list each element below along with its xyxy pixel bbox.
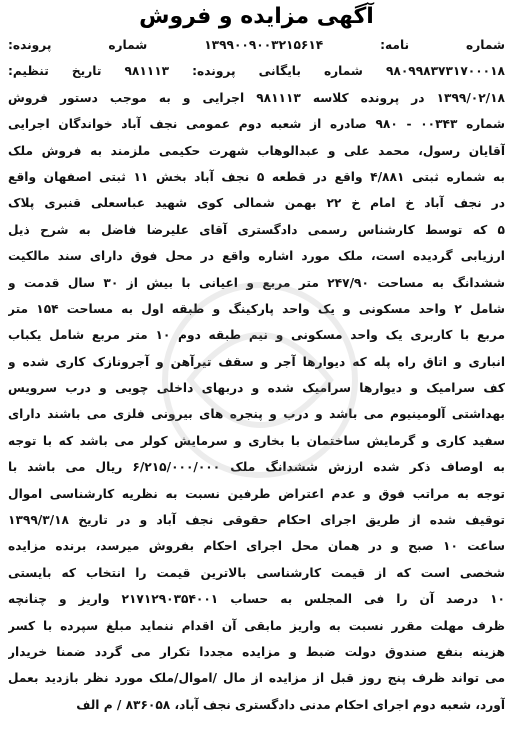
notice-line: مربع با کاربری یک واحد مسکونی و نیم طبقه دوم ۱۰ متر مربع شامل یکباب (8, 328, 505, 343)
notice-line: شماره ۰۰۳۴۳ - ۹۸۰ صادره از شعبه دوم عمومی نجف آباد خواندگان اجرایی (8, 117, 505, 132)
notice-line: ظرف مهلت مقرر نسبت به واریز مابقی آن اقدام ننماید مبلغ سپرده با کسر (8, 618, 505, 633)
notice-line: ۱۰ درصد آن را فی المجلس به حساب ۲۱۷۱۲۹۰۳۵۴۰۰۱ واریز و چنانچه (8, 592, 505, 607)
notice-line: ۹۸۰۹۹۸۳۷۳۱۷۰۰۰۱۸ شماره بایگانی پرونده: ۹۸۱۱۱۳ تاریخ تنظیم: (8, 64, 505, 79)
notice-title: آگهی مزایده و فروش (139, 4, 374, 29)
notice-line: هزینه بنفع صندوق دولت ضبط و مزایده مجددا تکرار می گردد ضمنا خریدار (8, 644, 505, 659)
notice-line: شماره نامه: ۱۳۹۹۰۰۹۰۰۳۲۱۵۶۱۴ شماره پرونده: (8, 38, 505, 52)
notice-line: می تواند ظرف پنج روز قبل از مزایده از مال /اموال/ملک مورد نظر بازدید بعمل (8, 671, 505, 686)
notice-line: ارزیابی گردیده است، ملک مورد اشاره واقع در محل فوق دارای سند مالکیت (8, 249, 505, 264)
notice-line: کف سرامیک و دیوارها سرامیک شده و دربهای داخلی چوبی و درب سرویس (8, 381, 505, 396)
notice-line: در نجف آباد خ امام خ ۲۲ بهمن شمالی کوی شهید عباسعلی قنبری پلاک (8, 196, 505, 211)
notice-line: به اوصاف ذکر شده ارزش ششدانگ ملک ۶/۲۱۵/۰۰۰/۰۰۰ ریال می باشد با (8, 460, 505, 475)
notice-line: ششدانگ به مساحت ۲۴۷/۹۰ متر مربع و اعیانی با بیش از ۳۰ سال قدمت و (8, 275, 505, 290)
notice-line: سفید کاری و گرمایش ساختمان با بخاری و سرمایش کولر می باشد که با توجه (8, 433, 505, 448)
notice-line: ۱۳۹۹/۰۲/۱۸ در پرونده کلاسه ۹۸۱۱۱۳ اجرایی و به موجب دستور فروش (8, 90, 505, 105)
notice-line: شامل ۲ واحد مسکونی و یک واحد پارکینگ و طبقه اول به مساحت ۱۵۴ متر (8, 301, 505, 316)
notice-line: توجه به مراتب فوق و عدم اعتراض طرفین نسبت به نظریه کارشناسی اموال (8, 486, 505, 501)
notice-line: آورد، شعبه دوم اجرای احکام مدنی دادگستری نجف آباد، ۸۳۶۰۵۸ / م الف (76, 697, 505, 712)
notice-body (8, 32, 505, 718)
notice-line: آقایان رسول، محمد علی و عبدالوهاب شهرت حکیمی ملزمند به فروش ملک (8, 143, 505, 158)
notice-line: ساعت ۱۰ صبح و در همان محل اجرای احکام بفروش میرسد، برنده مزایده (8, 539, 505, 554)
notice-line: انباری و اتاق راه پله که دیوارها آجر و سقف تیرآهن و آجرونازک کاری شده و (8, 354, 505, 369)
notice-line: شخصی است که از قیمت کارشناسی بالاترین قیمت را انتخاب که بایستی (8, 565, 505, 580)
notice-line: بهداشتی آلومینیوم می باشد و درب و پنجره های بیرونی فلزی می باشند دارای (8, 407, 505, 422)
notice-line: توقیف شده از طریق اجرای احکام حقوقی نجف آباد و در تاریخ ۱۳۹۹/۳/۱۸ (8, 513, 505, 528)
notice-line: به شماره ثبتی ۴/۸۸۱ واقع در قطعه ۵ نجف آباد بخش ۱۱ ثبتی اصفهان واقع (8, 169, 505, 184)
notice-line: ۵ که توسط کارشناس رسمی دادگستری آقای علیرضا فاضل به شرح ذیل (8, 222, 505, 237)
